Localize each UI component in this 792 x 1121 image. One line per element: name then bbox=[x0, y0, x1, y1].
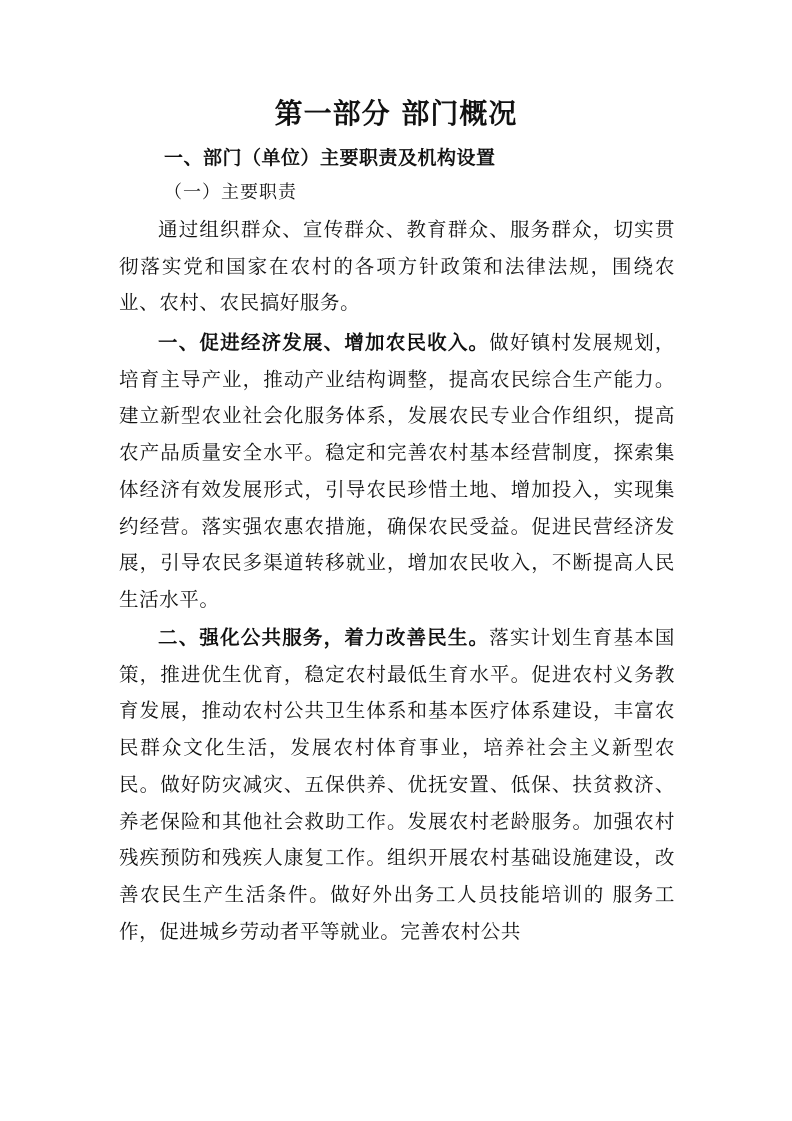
paragraph-body: 做好镇村发展规划，培育主导产业，推动产业结构调整，提高农民综合生产能力。建立新型农业社会化服务体系，发展农民专业合作组织，提高农产品质量安全水平。稳定和完善农村基本经营制度，探索集体经济有效发展形式，引导农民珍惜土地、增加投入，实现集约经营。落实强农惠农措施，确保农民受益。促进民营经济发展，引导农民多渠道转移就业，增加农民收入，不断提高人民生活水平。 bbox=[119, 331, 675, 611]
page-title: 第一部分 部门概况 bbox=[274, 97, 518, 130]
paragraph-body: 通过组织群众、宣传群众、教育群众、服务群众，切实贯彻落实党和国家在农村的各项方针政策和法律法规，围绕农业、农村、农民搞好服务。 bbox=[119, 218, 675, 315]
paragraph-public-services bbox=[119, 620, 675, 950]
paragraph-lead: 二、强化公共服务，着力改善民生。 bbox=[158, 626, 490, 649]
section-heading: 一、部门（单位）主要职责及机构设置 bbox=[164, 147, 496, 169]
paragraph-lead: 一、促进经济发展、增加农民收入。 bbox=[158, 331, 490, 354]
paragraph-body: 落实计划生育基本国策，推进优生优育，稳定农村最低生育水平。促进农村义务教育发展，推动农村公共卫生体系和基本医疗体系建设，丰富农民群众文化生活，发展农村体育事业，培养社会主义新型农民。做好防灾减灾、五保供养、优抚安置、低保、扶贫救济、养老保险和其他社会救助工作。发展农村老龄服务。加强农村残疾预防和残疾人康复工作。组织开展农村基础设施建设，改善农民生产生活条件。做好外出务工人员技能培训的 服务工作，促进城乡劳动者平等就业。完善农村公共 bbox=[119, 626, 675, 943]
subsection-heading: （一）主要职责 bbox=[164, 182, 297, 203]
paragraph-intro bbox=[119, 212, 675, 322]
paragraph-economic-development bbox=[119, 325, 675, 619]
